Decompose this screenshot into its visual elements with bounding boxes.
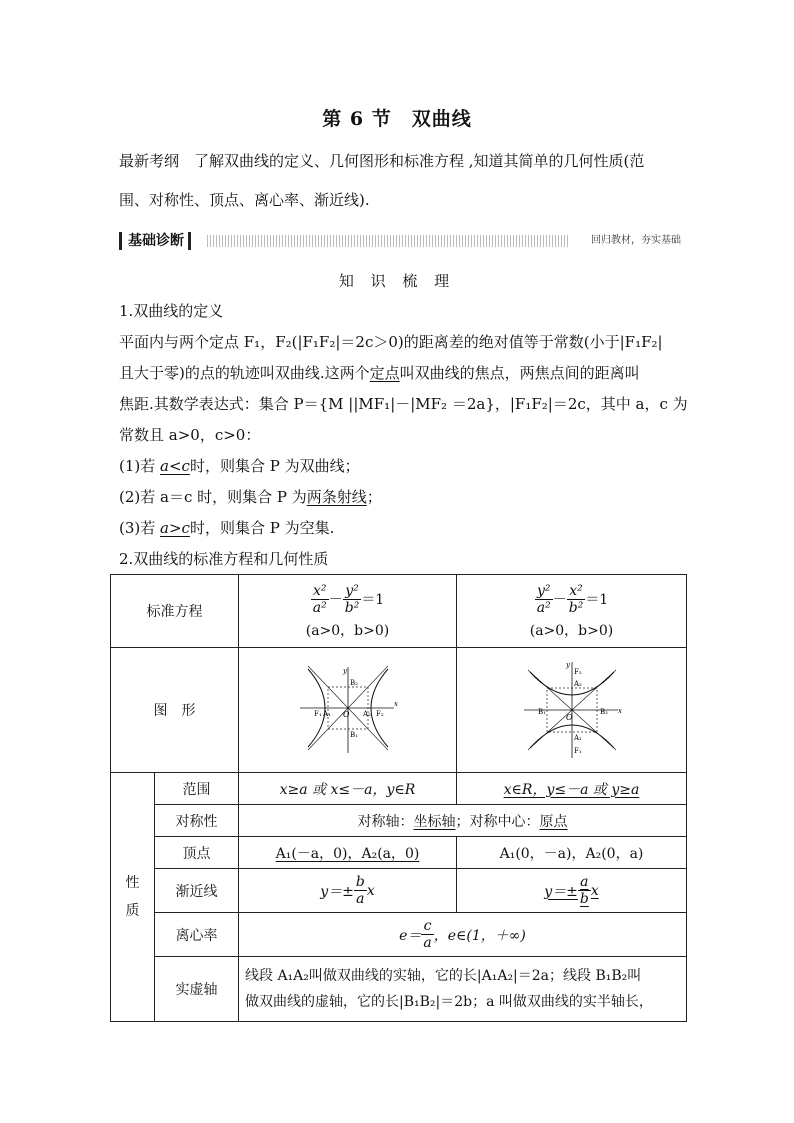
cell-axes-label: 实虚轴 [155,957,239,1022]
section-stripes [207,235,569,247]
svg-text:O: O [342,710,350,719]
row-vertex [111,837,687,869]
svg-text:F₂: F₂ [375,710,384,718]
cell-asymptote-2: y＝± $\frac{a}{b}$ x [457,869,687,913]
cell-axes: 线段 A₁A₂叫做双曲线的实轴，它的长|A₁A₂|＝2a；线段 B₁B₂叫 做双曲线的虚轴，它的长|B₁B₂|＝2b；a 叫做双曲线的实半轴长， [239,957,687,1022]
row-graph [111,648,687,773]
cell-properties-label: 性 质 [111,773,155,1022]
case-3: (3)若 a>c时，则集合 P 为空集. [119,519,335,537]
properties-table [110,574,687,1022]
row-eccentricity [111,913,687,957]
cell-eq1: $\frac{\text{x²}}{\text{a²}}$ － $\frac{\text{y²}}{\text{b²}}$ ＝1 (a>0，b>0) [239,575,457,648]
row-asymptote [111,869,687,913]
cell-graph-horizontal [239,648,457,773]
case-2: (2)若 a＝c 时，则集合 P 为两条射线； [119,488,382,506]
cell-eq2: $\frac{\text{y²}}{\text{a²}}$ － $\frac{\text{x²}}{\text{b²}}$ ＝1 (a>0，b>0) [457,575,687,648]
svg-text:B₂: B₂ [349,679,358,687]
page-title: 第 6 节 双曲线 [322,108,472,130]
cell-asymptote-label: 渐近线 [155,869,239,913]
cell-vertex-1: A₁(－a，0)，A₂(a，0) [239,837,457,869]
cell-range-2: x∈R，y≤－a 或 y≥a [457,773,687,805]
focus-term: 定点 [369,364,400,382]
heading-properties: 2.双曲线的标准方程和几何性质 [119,550,329,568]
svg-text:y: y [342,667,347,675]
svg-text:F₂: F₂ [573,668,582,676]
cell-symmetry-label: 对称性 [155,805,239,837]
svg-text:B₁: B₁ [537,708,546,716]
definition-line-1: 平面内与两个定点 F₁，F₂(|F₁F₂|＝2c＞0)的距离差的绝对值等于常数(小于|F₁F₂| [119,333,663,351]
definition-line-2: 且大于零)的点的轨迹叫双曲线.这两个定点叫双曲线的焦点，两焦点间的距离叫 [119,364,640,382]
definition-line-3: 焦距.其数学表达式：集合 P＝{M ||MF₁|－|MF₂ ＝2a}，|F₁F₂|＝2c，其中 a，c 为 [119,395,688,413]
hyperbola-horizontal-diagram [298,665,398,755]
svg-text:B₁: B₁ [349,731,358,739]
section-bar [119,232,681,250]
row-symmetry [111,805,687,837]
row-range [111,773,687,805]
row-axes [111,957,687,1022]
svg-text:x: x [393,700,398,708]
syllabus-line-1: 最新考纲 了解双曲线的定义、几何图形和标准方程 ,知道其简单的几何性质(范 [119,152,645,170]
cell-range-label: 范围 [155,773,239,805]
cell-eccentricity-label: 离心率 [155,913,239,957]
cell-eccentricity: e＝ $\frac{c}{a}$ ，e∈(1，＋∞) [239,913,687,957]
cell-range-1: x≥a 或 x≤－a，y∈R [239,773,457,805]
svg-text:A₁: A₁ [322,710,331,718]
svg-text:O: O [565,713,573,722]
svg-text:y: y [565,661,570,669]
svg-text:F₁: F₁ [313,710,322,718]
cell-asymptote-1: y＝± $\frac{b}{a}$ x [239,869,457,913]
cell-vertex-label: 顶点 [155,837,239,869]
cell-graph-label: 图 形 [111,648,239,773]
svg-text:B₂: B₂ [599,708,608,716]
svg-text:A₂: A₂ [362,710,371,718]
svg-text:F₁: F₁ [573,747,582,755]
case-1: (1)若 a<c时，则集合 P 为双曲线； [119,457,360,475]
heading-definition: 1.双曲线的定义 [119,302,224,320]
cell-vertex-2: A₁(0，－a)，A₂(0，a) [457,837,687,869]
svg-text:x: x [617,707,622,715]
syllabus-line-2: 围、对称性、顶点、离心率、渐近线). [119,191,370,209]
cell-graph-vertical [457,648,687,773]
section-subtitle: 回归教材，夯实基础 [591,235,681,246]
svg-text:A₁: A₁ [573,734,582,742]
cell-symmetry: 对称轴：坐标轴；对称中心：原点 [239,805,687,837]
hyperbola-vertical-diagram [522,660,622,760]
knowledge-title: 知 识 梳 理 [338,272,456,290]
cell-std-label: 标准方程 [111,575,239,648]
row-standard-equation [111,575,687,648]
svg-text:A₂: A₂ [573,680,582,688]
definition-line-4: 常数且 a>0，c>0： [119,426,261,444]
section-title: 基础诊断 [119,232,191,250]
